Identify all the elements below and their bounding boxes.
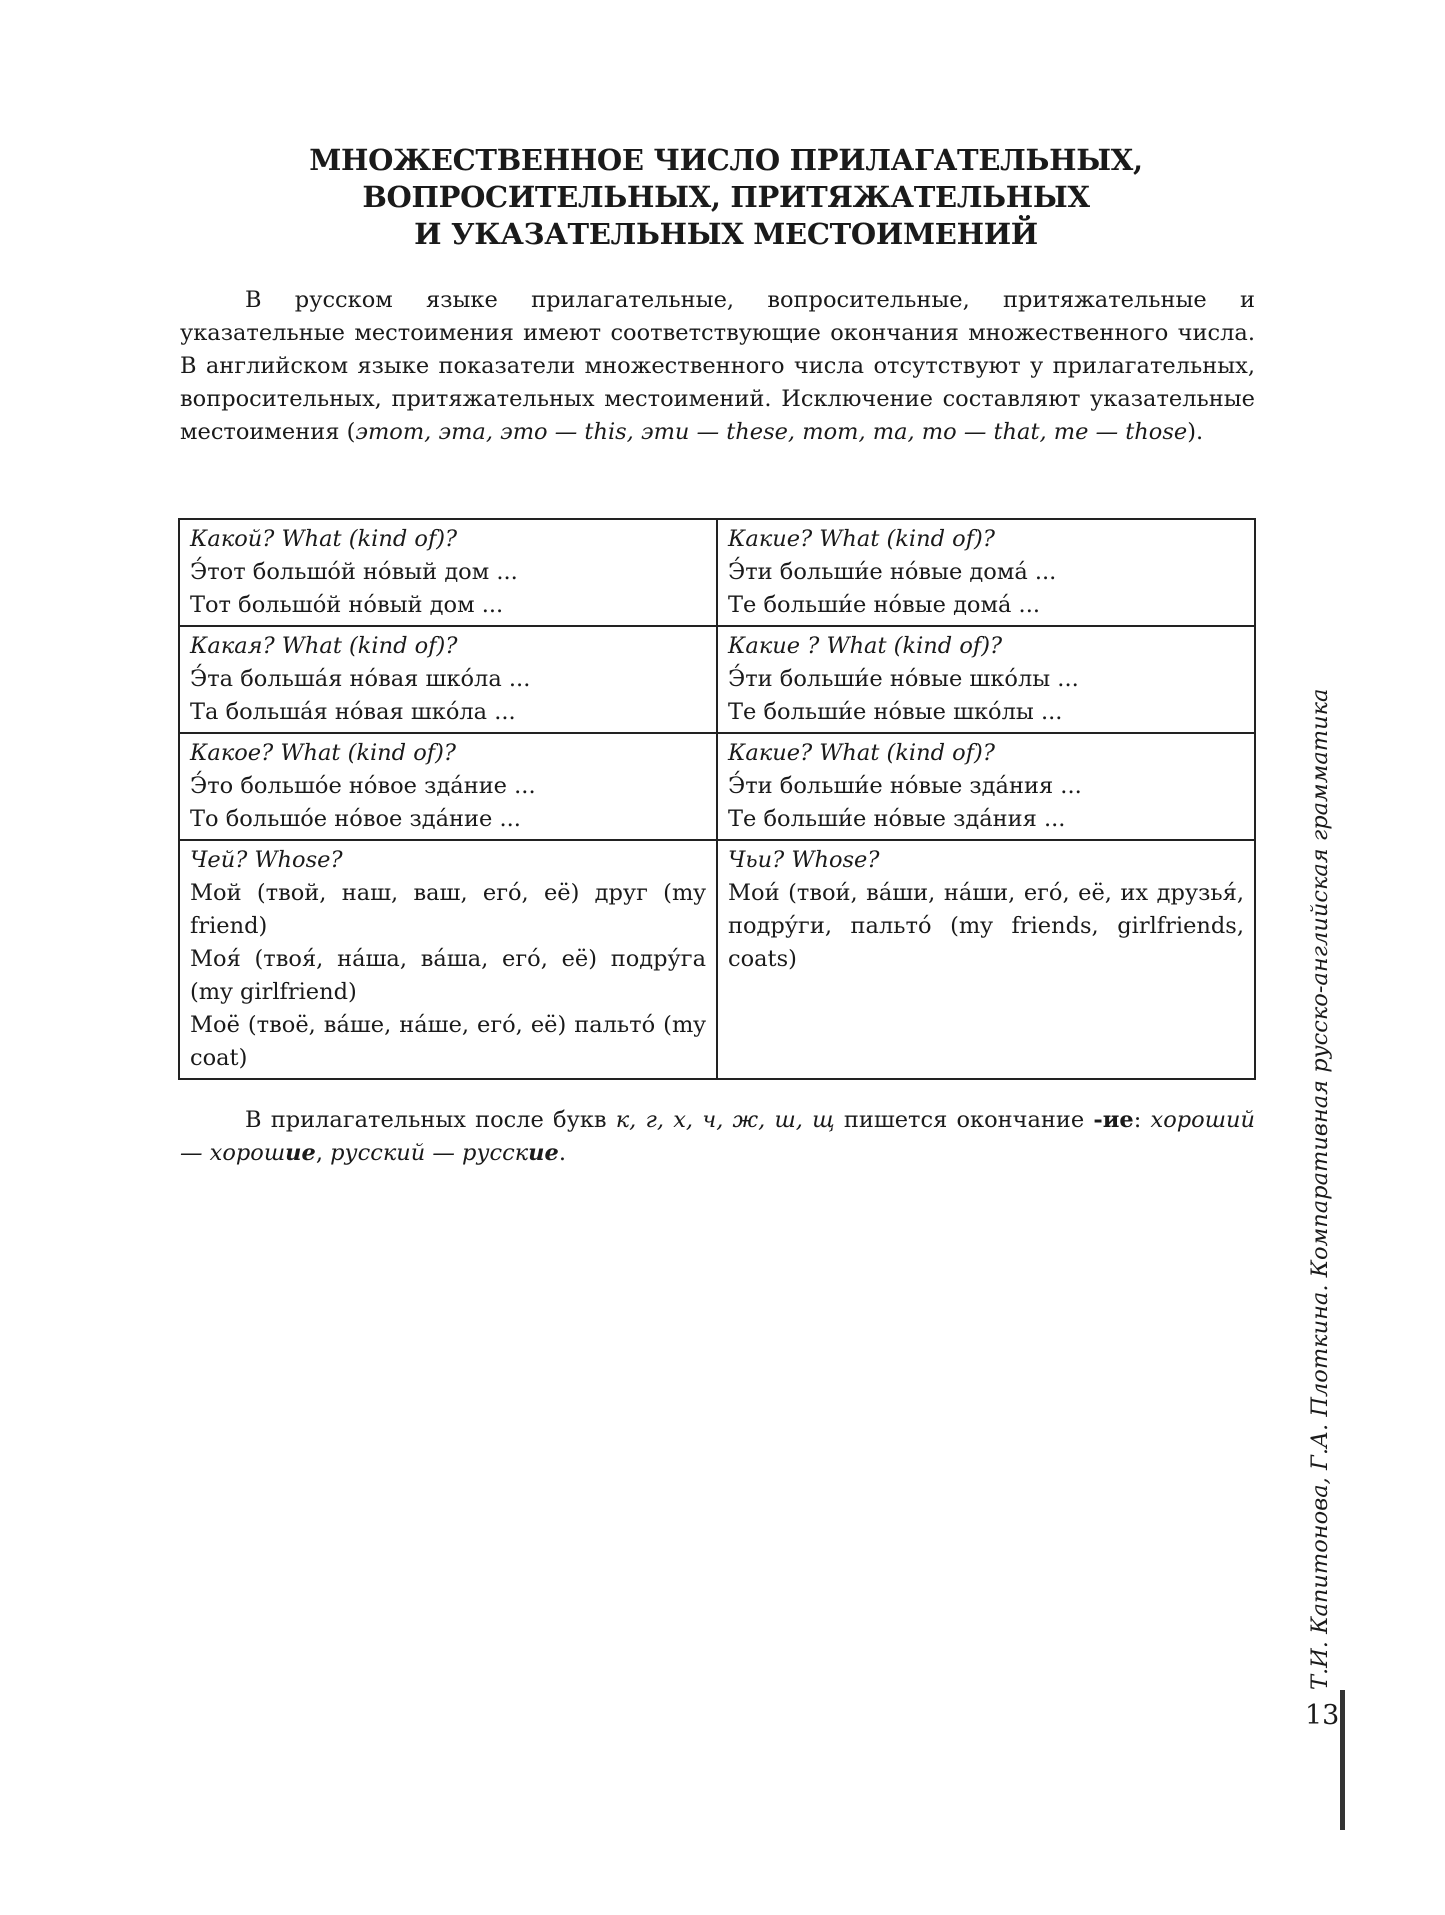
example-line: Тот большо́й но́вый дом ... [190,592,504,618]
question-label: Какая? What (kind of)? [190,633,458,659]
example-line: Э́тот большо́й но́вый дом ... [190,559,518,585]
title-line-3: И УКАЗАТЕЛЬНЫХ МЕСТОИМЕНИЙ [414,217,1038,251]
table-cell-singular [179,626,717,733]
table-row-possessive [179,840,1255,1079]
question-label: Чьи? Whose? [728,847,880,873]
question-label: Какие? What (kind of)? [728,740,995,766]
example-line: Те больши́е но́вые дома́ ... [728,592,1041,618]
rule-letters: к, г, х, ч, ж, ш, щ [615,1107,835,1133]
intro-close: ). [1187,419,1204,445]
rule-example-2: русский — русск [330,1140,529,1166]
example-line: Мои́ (твои́, ва́ши, на́ши, его́, её, их друзья́, подру́ги, пальто́ (my friends, girlfriends, coats) [728,880,1244,972]
rule-example-1-ending: ие [285,1140,316,1166]
intro-examples: этот, эта, это — this, эти — these, тот, та, то — that, те — those [355,419,1188,445]
table-cell-plural [717,519,1255,626]
rule-ending: -ие [1093,1107,1134,1133]
table-cell-singular [179,733,717,840]
example-line: Моё (твоё, ва́ше, на́ше, его́, её) пальто́ (my coat) [190,1012,706,1071]
intro-main-text: В русском языке прилагательные, вопросительные, притяжательные и указательные местоимения имеют соответствующие окончания множественного числа. В английском языке показатели множественного числа отсутствуют у прилагательных, вопросительных, притяжательных местоимений. Исключение составляют указательные местоимения ( [180,287,1255,445]
example-line: Моя́ (твоя́, на́ша, ва́ша, его́, её) подру́га (my girlfriend) [190,946,706,1005]
table-cell-singular [179,519,717,626]
grammar-table [178,518,1256,1080]
rule-dot: . [558,1140,566,1166]
rule-example-1: хороший — хорош [180,1107,1255,1166]
example-line: Те больши́е но́вые шко́лы ... [728,699,1063,725]
question-label: Какое? What (kind of)? [190,740,456,766]
table-row [179,626,1255,733]
example-line: То большо́е но́вое зда́ние ... [190,806,521,832]
rule-example-2-ending: ие [528,1140,559,1166]
rule-colon: : [1133,1107,1151,1133]
side-caption: Т.И. Капитонова, Г.А. Плоткина. Компаративная русско-английская грамматика [1307,688,1333,1690]
table-cell-singular [179,840,717,1079]
example-line: Та больша́я но́вая шко́ла ... [190,699,516,725]
intro-paragraph [180,284,1255,449]
example-line: Э́ти больши́е но́вые зда́ния ... [728,773,1082,799]
page-number: 13 [1305,1700,1340,1731]
rule-middle: пишется окончание [834,1107,1094,1133]
question-label: Какой? What (kind of)? [190,526,458,552]
table-cell-plural [717,840,1255,1079]
table-row [179,519,1255,626]
example-line: Мой (твой, наш, ваш, его́, её) друг (my friend) [190,880,706,939]
example-line: Э́ти больши́е но́вые дома́ ... [728,559,1057,585]
question-label: Чей? Whose? [190,847,343,873]
example-line: Э́ти больши́е но́вые шко́лы ... [728,666,1079,692]
table-cell-plural [717,626,1255,733]
page-title [180,142,1272,253]
rule-separator: , [315,1140,331,1166]
table-row [179,733,1255,840]
table-cell-plural [717,733,1255,840]
example-line: Э́то большо́е но́вое зда́ние ... [190,773,536,799]
question-label: Какие ? What (kind of)? [728,633,1003,659]
side-divider [1340,1690,1345,1830]
example-line: Те больши́е но́вые зда́ния ... [728,806,1066,832]
title-line-1: МНОЖЕСТВЕННОЕ ЧИСЛО ПРИЛАГАТЕЛЬНЫХ, [309,143,1143,177]
rule-prefix: В прилагательных после букв [245,1107,616,1133]
title-line-2: ВОПРОСИТЕЛЬНЫХ, ПРИТЯЖАТЕЛЬНЫХ [362,180,1090,214]
rule-paragraph [180,1104,1255,1170]
question-label: Какие? What (kind of)? [728,526,995,552]
example-line: Э́та больша́я но́вая шко́ла ... [190,666,531,692]
